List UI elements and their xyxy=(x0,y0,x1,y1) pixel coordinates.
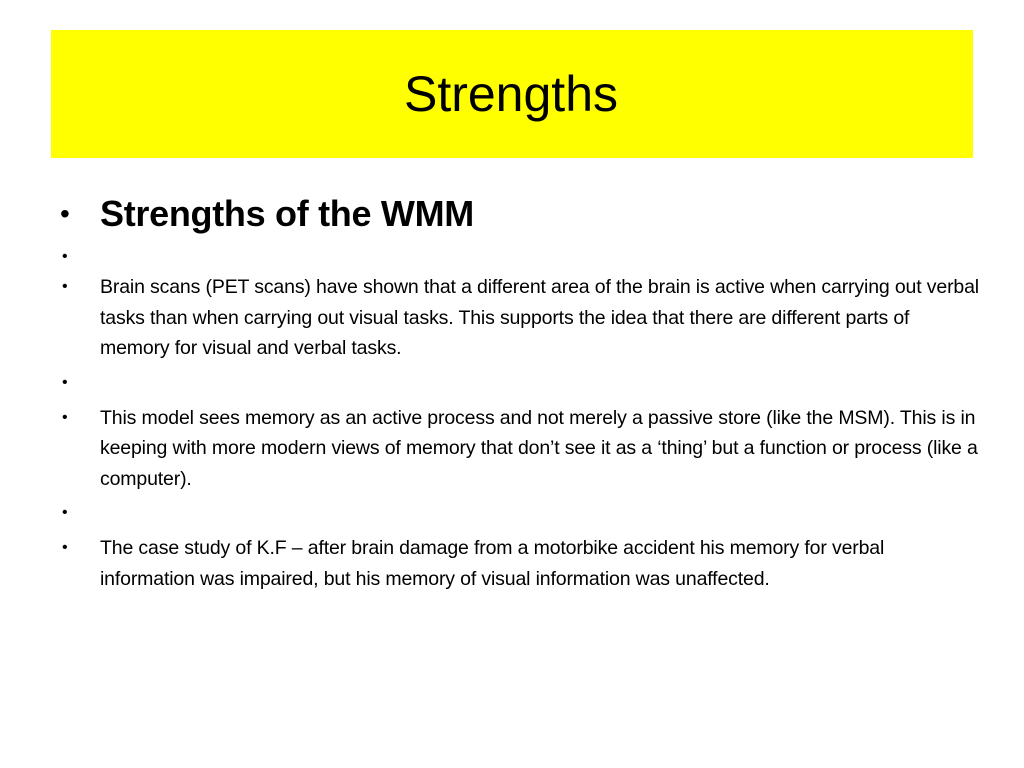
bullet-icon: • xyxy=(62,504,68,521)
empty-bullet xyxy=(60,498,980,528)
bullet-point xyxy=(60,533,980,594)
bullet-icon: • xyxy=(62,373,68,391)
bullet-icon: • xyxy=(62,408,68,426)
bullet-list xyxy=(60,190,980,594)
bullet-text: The case study of K.F – after brain damage from a motorbike accident his memory for verbal information was impaired, but his memory of visual information was unaffected. xyxy=(100,537,885,590)
bullet-icon: • xyxy=(62,539,68,556)
title-band xyxy=(51,30,973,158)
slide-title: Strengths xyxy=(403,66,618,122)
bullet-point xyxy=(60,272,980,364)
bullet-icon: • xyxy=(60,198,70,229)
bullet-text: Brain scans (PET scans) have shown that a different area of the brain is active when carrying out verbal tasks than when carrying out visual tasks. This supports the idea that there are different parts of memory for visual and verbal tasks. xyxy=(100,276,979,359)
bullet-heading xyxy=(60,190,980,238)
bullet-point xyxy=(60,403,980,495)
heading-text: Strengths of the WMM xyxy=(100,193,474,234)
bullet-icon: • xyxy=(62,248,68,265)
bullet-text: This model sees memory as an active process and not merely a passive store (like the MSM). This is in keeping with more modern views of memory that don’t see it as a ‘thing’ but a function or process (like a computer). xyxy=(100,406,978,490)
empty-bullet xyxy=(60,242,980,272)
bullet-icon: • xyxy=(62,278,68,295)
empty-bullet xyxy=(60,368,980,398)
